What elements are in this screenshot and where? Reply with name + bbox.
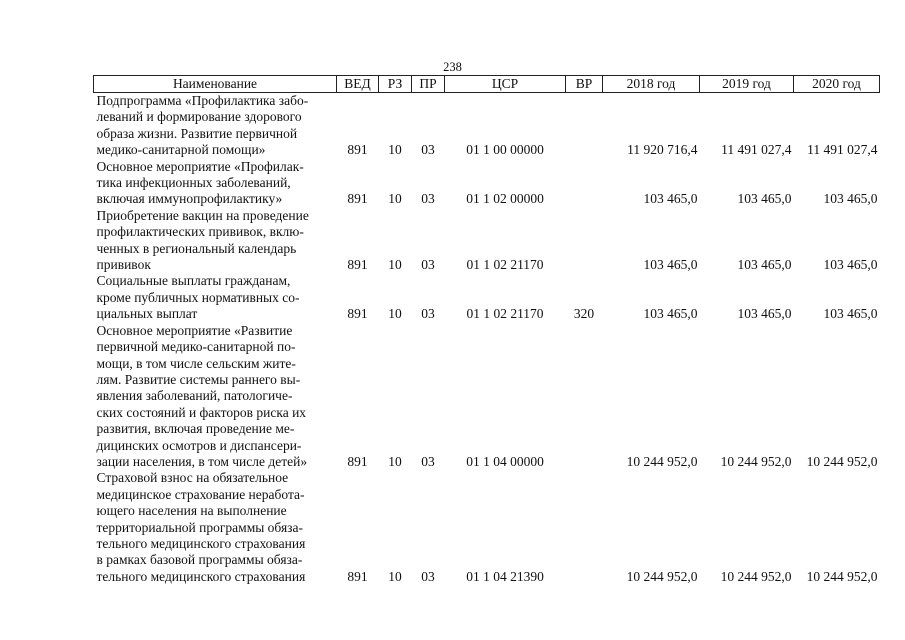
- row-name-line: тика инфекционных заболеваний,: [96, 175, 291, 191]
- cell-y2019: 103 465,0: [737, 191, 792, 207]
- table-body: [94, 93, 880, 586]
- cell-rz: 10: [388, 191, 402, 207]
- cell-ved: 891: [347, 257, 368, 273]
- cell-y2020: 103 465,0: [823, 306, 878, 322]
- cell-ved: 891: [347, 142, 368, 158]
- row-name-line: Основное мероприятие «Профилак-: [96, 158, 304, 174]
- cell-y2020: 103 465,0: [823, 191, 878, 207]
- row-name-line: Приобретение вакцин на проведение: [96, 207, 309, 223]
- cell-csr: 01 1 00 00000: [466, 142, 544, 158]
- row-name-line: лям. Развитие системы раннего вы-: [96, 371, 301, 387]
- row-name-line: медико-санитарной помощи»: [96, 142, 266, 158]
- cell-ved: 891: [347, 453, 368, 469]
- cell-vr: [566, 159, 603, 208]
- cell-pr: 03: [421, 306, 435, 322]
- cell-rz: 10: [388, 257, 402, 273]
- row-name-line: дицинских осмотров и диспансери-: [96, 437, 302, 453]
- cell-y2018: 103 465,0: [643, 191, 698, 207]
- column-header-ved: ВЕД: [337, 76, 379, 93]
- column-header-name: Наименование: [94, 76, 337, 93]
- table-row: [94, 470, 880, 585]
- column-header-y2020: 2020 год: [794, 76, 880, 93]
- cell-y2018: 103 465,0: [643, 257, 698, 273]
- cell-ved: 891: [347, 568, 368, 584]
- page-number: 238: [443, 60, 462, 74]
- row-name-line: медицинское страхование неработа-: [96, 486, 305, 502]
- row-name-line: тельного медицинского страхования: [96, 535, 306, 551]
- cell-rz: 10: [388, 453, 402, 469]
- cell-pr: 03: [421, 453, 435, 469]
- table-row: [94, 159, 880, 208]
- cell-y2018: 10 244 952,0: [626, 453, 698, 469]
- row-name-cell: [94, 159, 337, 208]
- row-name-line: прививок: [96, 257, 151, 273]
- row-name-line: Подпрограмма «Профилактика забо-: [96, 93, 309, 108]
- row-name-cell: [94, 323, 337, 471]
- row-name-line: территориальной программы обяза-: [96, 519, 303, 535]
- table-row: [94, 93, 880, 159]
- cell-vr: [566, 470, 603, 585]
- row-name-line: ченных в региональный календарь: [96, 240, 297, 256]
- row-name-line: включая иммунопрофилактику»: [96, 191, 283, 207]
- row-name-line: мощи, в том числе сельским жите-: [96, 355, 296, 371]
- cell-y2020: 103 465,0: [823, 257, 878, 273]
- cell-ved: 891: [347, 191, 368, 207]
- cell-y2019: 103 465,0: [737, 306, 792, 322]
- row-name-line: первичной медико-санитарной по-: [96, 339, 296, 355]
- cell-vr: 320: [573, 306, 595, 322]
- cell-y2020: 11 491 027,4: [807, 142, 878, 158]
- cell-y2019: 10 244 952,0: [720, 568, 792, 584]
- cell-pr: 03: [421, 257, 435, 273]
- cell-y2020: 10 244 952,0: [806, 568, 878, 584]
- cell-ved: 891: [347, 306, 368, 322]
- column-header-csr: ЦСР: [445, 76, 566, 93]
- cell-y2018: 11 920 716,4: [627, 142, 698, 158]
- cell-y2018: 103 465,0: [643, 306, 698, 322]
- table-row: [94, 208, 880, 274]
- column-header-rz: РЗ: [379, 76, 412, 93]
- cell-rz: 10: [388, 306, 402, 322]
- row-name-line: Социальные выплаты гражданам,: [96, 273, 291, 289]
- cell-csr: 01 1 04 00000: [466, 453, 544, 469]
- cell-y2020: 10 244 952,0: [806, 453, 878, 469]
- cell-vr: [566, 323, 603, 471]
- cell-y2019: 11 491 027,4: [721, 142, 792, 158]
- column-header-y2018: 2018 год: [603, 76, 700, 93]
- column-header-y2019: 2019 год: [700, 76, 794, 93]
- table-row: [94, 323, 880, 471]
- row-name-line: Страховой взнос на обязательное: [96, 470, 289, 486]
- row-name-line: леваний и формирование здорового: [96, 109, 302, 125]
- cell-rz: 10: [388, 142, 402, 158]
- row-name-line: ющего населения на выполнение: [96, 503, 287, 519]
- row-name-cell: [94, 470, 337, 585]
- row-name-line: профилактических прививок, вклю-: [96, 224, 304, 240]
- row-name-line: циальных выплат: [96, 306, 198, 322]
- row-name-cell: [94, 273, 337, 322]
- column-header-pr: ПР: [412, 76, 445, 93]
- row-name-cell: [94, 208, 337, 274]
- cell-rz: 10: [388, 568, 402, 584]
- row-name-line: кроме публичных нормативных со-: [96, 289, 300, 305]
- row-name-line: ских состояний и факторов риска их: [96, 404, 307, 420]
- cell-csr: 01 1 02 21170: [466, 306, 544, 322]
- cell-y2018: 10 244 952,0: [626, 568, 698, 584]
- row-name-line: Основное мероприятие «Развитие: [96, 322, 293, 338]
- table-header: [94, 76, 880, 93]
- row-name-line: развития, включая проведение ме-: [96, 421, 295, 437]
- cell-csr: 01 1 02 21170: [466, 257, 544, 273]
- cell-csr: 01 1 02 00000: [466, 191, 544, 207]
- cell-y2019: 10 244 952,0: [720, 453, 792, 469]
- cell-csr: 01 1 04 21390: [466, 568, 544, 584]
- row-name-cell: [94, 93, 337, 159]
- row-name-line: явления заболеваний, патологиче-: [96, 388, 293, 404]
- row-name-line: тельного медицинского страхования: [96, 568, 306, 584]
- row-name-line: образа жизни. Развитие первичной: [96, 125, 298, 141]
- row-name-line: зации населения, в том числе детей»: [96, 453, 308, 469]
- cell-vr: [566, 208, 603, 274]
- cell-vr: [566, 93, 603, 159]
- cell-pr: 03: [421, 568, 435, 584]
- budget-table: [93, 75, 880, 585]
- row-name-line: в рамках базовой программы обяза-: [96, 552, 303, 568]
- header-row: [94, 76, 880, 93]
- cell-pr: 03: [421, 191, 435, 207]
- table-row: [94, 273, 880, 322]
- cell-y2019: 103 465,0: [737, 257, 792, 273]
- column-header-vr: ВР: [566, 76, 603, 93]
- cell-pr: 03: [421, 142, 435, 158]
